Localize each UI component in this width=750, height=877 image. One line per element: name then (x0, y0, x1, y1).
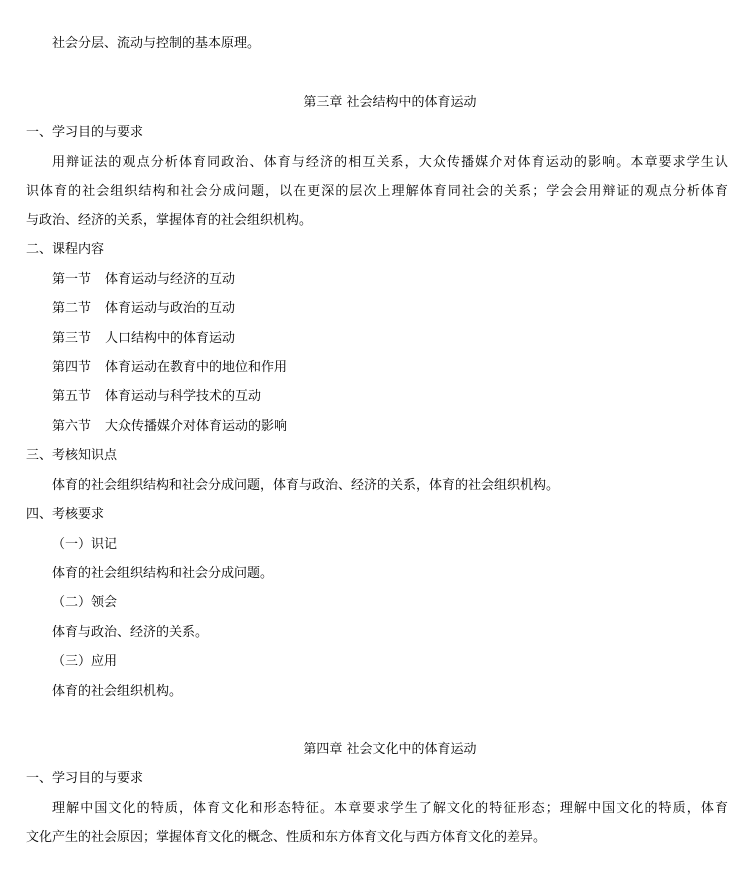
course-section-item (52, 272, 235, 288)
chapter3-section4-heading: 四、考核要求 (26, 507, 105, 522)
section-title: 体育运动与政治的互动 (105, 301, 236, 316)
chapter3-section1-para-line: 与政治、经济的关系，掌握体育的社会组织机构。 (26, 213, 313, 228)
section-number: 第三节 (52, 331, 92, 346)
requirement-text-apply: 体育的社会组织机构。 (52, 684, 183, 699)
section-title: 体育运动在教育中的地位和作用 (105, 360, 288, 375)
chapter3-section1-para-line: 用辩证法的观点分析体育同政治、体育与经济的相互关系，大众传播媒介对体育运动的影响。本章要求学生认 (52, 155, 728, 170)
requirement-label-understand: （二）领会 (52, 595, 118, 610)
course-section-item (52, 331, 235, 347)
section-number: 第一节 (52, 272, 92, 287)
section-title: 人口结构中的体育运动 (105, 331, 236, 346)
chapter3-section2-heading: 二、课程内容 (26, 242, 105, 257)
chapter4-section1-para-line: 理解中国文化的特质，体育文化和形态特征。本章要求学生了解文化的特征形态；理解中国文化的特质，体育 (52, 801, 728, 816)
chapter3-title: 第三章 社会结构中的体育运动 (303, 95, 477, 110)
requirement-label-memorize: （一）识记 (52, 537, 118, 552)
intro-line: 社会分层、流动与控制的基本原理。 (52, 36, 261, 51)
course-section-item (52, 301, 235, 317)
section-title: 体育运动与经济的互动 (105, 272, 236, 287)
section-number: 第二节 (52, 301, 92, 316)
course-section-item (52, 360, 287, 376)
section-number: 第四节 (52, 360, 92, 375)
requirement-text-memorize: 体育的社会组织结构和社会分成问题。 (52, 566, 274, 581)
chapter3-section1-para-line: 识体育的社会组织结构和社会分成问题，以在更深的层次上理解体育同社会的关系；学会会用辩证的观点分析体育 (26, 184, 728, 199)
section-title: 体育运动与科学技术的互动 (105, 389, 262, 404)
requirement-text-understand: 体育与政治、经济的关系。 (52, 625, 209, 640)
section-number: 第六节 (52, 419, 92, 434)
chapter3-section1-heading: 一、学习目的与要求 (26, 125, 144, 140)
chapter4-section1-para-line: 文化产生的社会原因；掌握体育文化的概念、性质和东方体育文化与西方体育文化的差异。 (26, 830, 547, 845)
requirement-label-apply: （三）应用 (52, 654, 118, 669)
course-section-item (52, 389, 261, 405)
section-number: 第五节 (52, 389, 92, 404)
chapter4-section1-heading: 一、学习目的与要求 (26, 771, 144, 786)
chapter4-title: 第四章 社会文化中的体育运动 (303, 742, 477, 757)
section-title: 大众传播媒介对体育运动的影响 (105, 419, 288, 434)
chapter3-section3-heading: 三、考核知识点 (26, 448, 118, 463)
course-section-item (52, 419, 287, 435)
chapter3-section3-text: 体育的社会组织结构和社会分成问题，体育与政治、经济的关系，体育的社会组织机构。 (52, 478, 560, 493)
